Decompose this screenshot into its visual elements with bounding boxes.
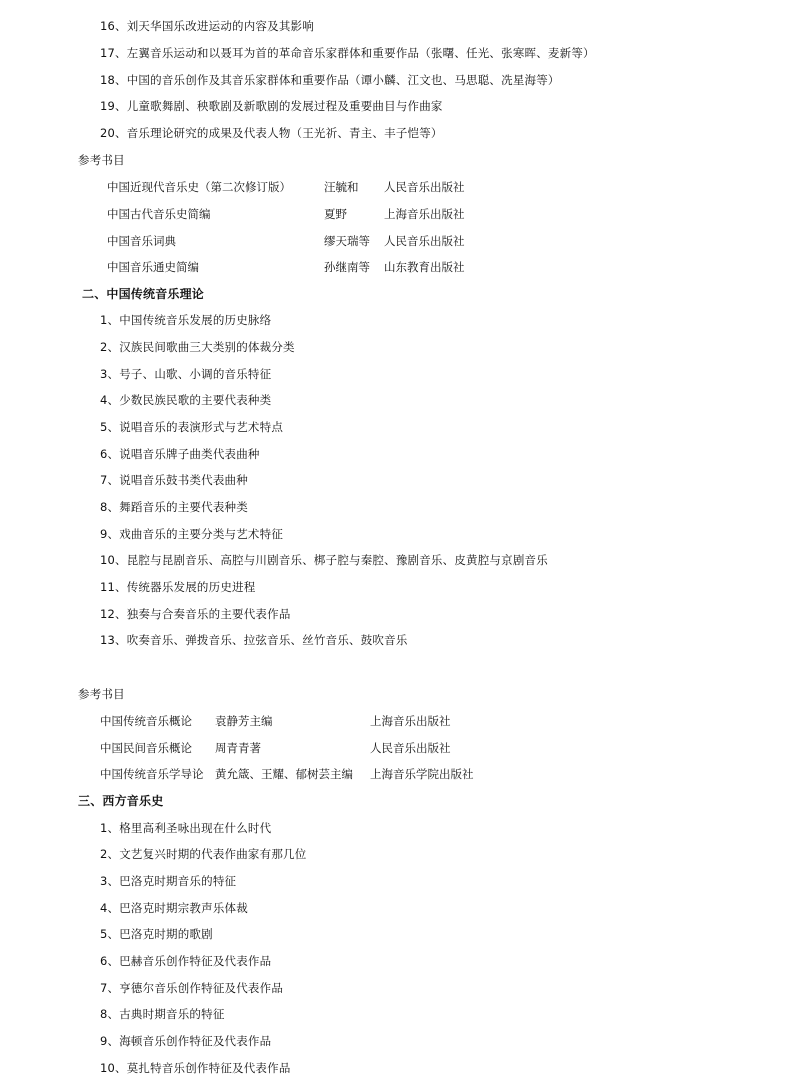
reference-title: 中国传统音乐概论	[100, 714, 192, 728]
list-item: 12、独奏与合奏音乐的主要代表作品	[100, 607, 291, 621]
reference-publisher: 上海音乐出版社	[370, 714, 451, 728]
list-item: 13、吹奏音乐、弹拨音乐、拉弦音乐、丝竹音乐、鼓吹音乐	[100, 633, 408, 647]
list-item: 17、左翼音乐运动和以聂耳为首的革命音乐家群体和重要作品（张曙、任光、张寒晖、麦新等）	[100, 46, 595, 60]
list-item: 1、格里高利圣咏出现在什么时代	[100, 821, 272, 835]
list-item: 2、文艺复兴时期的代表作曲家有那几位	[100, 847, 307, 861]
section-heading: 三、西方音乐史	[78, 794, 164, 808]
section-heading: 二、中国传统音乐理论	[82, 287, 205, 301]
list-item: 4、少数民族民歌的主要代表种类	[100, 393, 272, 407]
list-item: 5、说唱音乐的表演形式与艺术特点	[100, 420, 284, 434]
list-item: 3、号子、山歌、小调的音乐特征	[100, 367, 272, 381]
reference-author: 周青青著	[215, 741, 261, 755]
list-item: 19、儿童歌舞剧、秧歌剧及新歌剧的发展过程及重要曲目与作曲家	[100, 99, 443, 113]
list-item: 6、说唱音乐牌子曲类代表曲种	[100, 447, 260, 461]
reference-publisher: 人民音乐出版社	[384, 234, 465, 248]
list-item: 18、中国的音乐创作及其音乐家群体和重要作品（谭小麟、江文也、马思聪、冼星海等）	[100, 73, 560, 87]
reference-title: 中国传统音乐学导论	[100, 767, 204, 781]
list-item: 10、昆腔与昆剧音乐、高腔与川剧音乐、梆子腔与秦腔、豫剧音乐、皮黄腔与京剧音乐	[100, 553, 548, 567]
reference-title: 中国古代音乐史简编	[107, 207, 211, 221]
list-item: 7、说唱音乐鼓书类代表曲种	[100, 473, 248, 487]
reference-publisher: 人民音乐出版社	[370, 741, 451, 755]
reference-title: 中国近现代音乐史（第二次修订版）	[107, 180, 291, 194]
reference-publisher: 山东教育出版社	[384, 260, 465, 274]
reference-author: 夏野	[324, 207, 347, 221]
reference-author: 黄允箴、王耀、郁树芸主编	[215, 767, 353, 781]
list-item: 11、传统器乐发展的历史进程	[100, 580, 256, 594]
list-item: 16、刘天华国乐改进运动的内容及其影响	[100, 19, 314, 33]
list-item: 9、戏曲音乐的主要分类与艺术特征	[100, 527, 284, 541]
list-item: 4、巴洛克时期宗教声乐体裁	[100, 901, 248, 915]
list-item: 10、莫扎特音乐创作特征及代表作品	[100, 1061, 291, 1075]
list-item: 2、汉族民间歌曲三大类别的体裁分类	[100, 340, 295, 354]
reference-author: 汪毓和	[324, 180, 359, 194]
list-item: 1、中国传统音乐发展的历史脉络	[100, 313, 272, 327]
reference-author: 孙继南等	[324, 260, 370, 274]
reference-title: 中国音乐通史简编	[107, 260, 199, 274]
list-item: 6、巴赫音乐创作特征及代表作品	[100, 954, 272, 968]
reference-author: 缪天瑞等	[324, 234, 370, 248]
list-item: 3、巴洛克时期音乐的特征	[100, 874, 237, 888]
reference-title: 中国民间音乐概论	[100, 741, 192, 755]
list-item: 20、音乐理论研究的成果及代表人物（王光祈、青主、丰子恺等）	[100, 126, 443, 140]
reference-author: 袁静芳主编	[215, 714, 273, 728]
reference-title: 中国音乐词典	[107, 234, 176, 248]
reference-label: 参考书目	[78, 153, 125, 167]
list-item: 9、海顿音乐创作特征及代表作品	[100, 1034, 272, 1048]
list-item: 8、古典时期音乐的特征	[100, 1007, 225, 1021]
reference-publisher: 上海音乐学院出版社	[370, 767, 474, 781]
list-item: 8、舞蹈音乐的主要代表种类	[100, 500, 248, 514]
reference-publisher: 上海音乐出版社	[384, 207, 465, 221]
reference-publisher: 人民音乐出版社	[384, 180, 465, 194]
list-item: 7、亨德尔音乐创作特征及代表作品	[100, 981, 284, 995]
reference-label: 参考书目	[78, 687, 125, 701]
list-item: 5、巴洛克时期的歌剧	[100, 927, 213, 941]
